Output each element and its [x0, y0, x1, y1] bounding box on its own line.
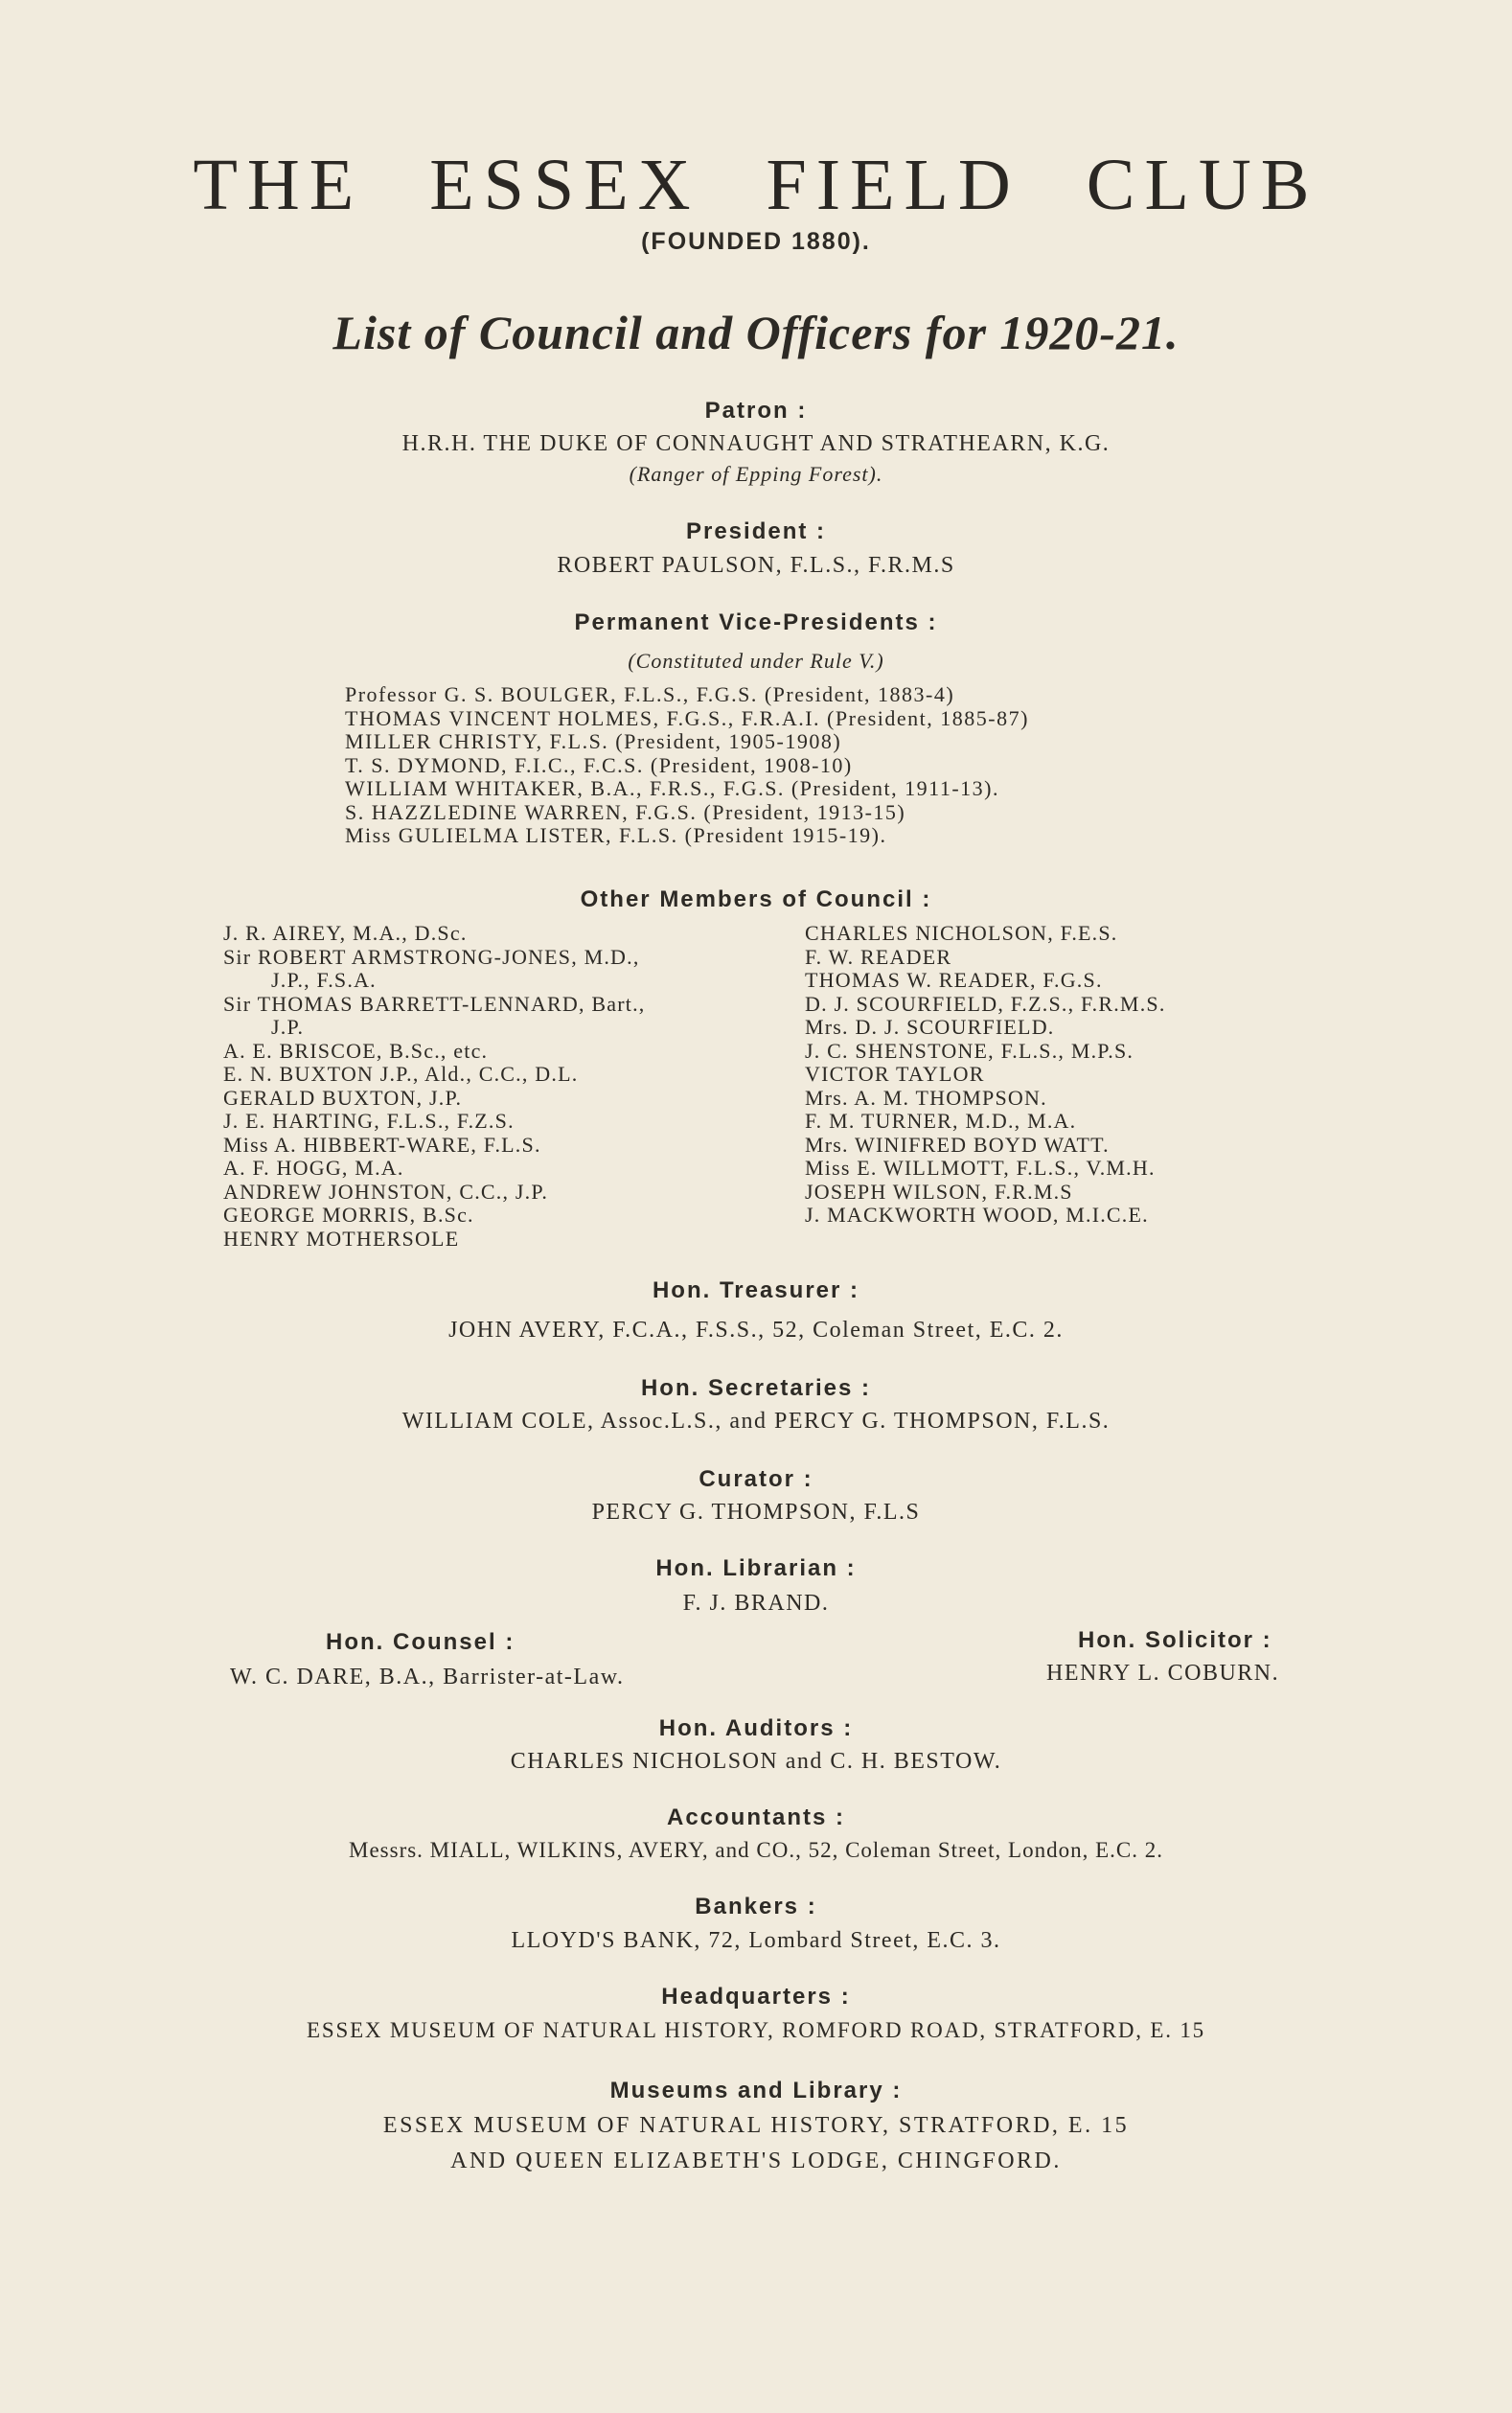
museums-heading: Museums and Library :	[609, 2078, 903, 2103]
librarian-name: F. J. BRAND.	[682, 1591, 830, 1616]
list-item: J. C. SHENSTONE, F.L.S., M.P.S.	[805, 1038, 1134, 1063]
museums-line-2: AND QUEEN ELIZABETH'S LODGE, CHINGFORD.	[450, 2149, 1062, 2173]
patron-heading: Patron :	[704, 398, 808, 424]
list-item: D. J. SCOURFIELD, F.Z.S., F.R.M.S.	[805, 991, 1166, 1016]
solicitor-name: HENRY L. COBURN.	[1046, 1661, 1280, 1686]
bankers-heading: Bankers :	[695, 1894, 817, 1919]
list-item: GEORGE MORRIS, B.Sc.	[223, 1203, 474, 1227]
president-name: ROBERT PAULSON, F.L.S., F.R.M.S	[557, 553, 955, 578]
founded-line: (FOUNDED 1880).	[641, 228, 871, 255]
auditors-heading: Hon. Auditors :	[658, 1715, 854, 1741]
council-heading: Other Members of Council :	[580, 886, 932, 912]
club-title: THE ESSEX FIELD CLUB	[193, 145, 1319, 225]
curator-name: PERCY G. THOMPSON, F.L.S	[591, 1500, 921, 1525]
list-item: CHARLES NICHOLSON, F.E.S.	[805, 921, 1118, 945]
document-subtitle: List of Council and Officers for 1920-21.	[332, 306, 1180, 359]
list-item: HENRY MOTHERSOLE	[223, 1226, 460, 1251]
patron-name: H.R.H. THE DUKE OF CONNAUGHT AND STRATHEARN, K.G.	[401, 431, 1111, 456]
list-item: VICTOR TAYLOR	[805, 1062, 985, 1086]
list-item: GERALD BUXTON, J.P.	[223, 1085, 463, 1110]
counsel-name	[230, 1665, 625, 1690]
council-left-column	[223, 922, 646, 1251]
list-item: Mrs. WINIFRED BOYD WATT.	[805, 1132, 1110, 1157]
solicitor-heading: Hon. Solicitor :	[1078, 1627, 1272, 1653]
counsel-name-text: W. C. DARE, B.A., Barrister-at-Law.	[230, 1665, 625, 1689]
list-item: J.P., F.S.A.	[271, 968, 377, 992]
list-item: A. F. HOGG, M.A.	[223, 1156, 404, 1180]
secretaries-name: WILLIAM COLE, Assoc.L.S., and PERCY G. THOMPSON, F.L.S.	[401, 1409, 1111, 1434]
secretaries-heading: Hon. Secretaries :	[640, 1375, 872, 1401]
list-item: Professor G. S. BOULGER, F.L.S., F.G.S. (President, 1883-4)	[345, 682, 955, 706]
council-right-column	[805, 922, 1166, 1228]
list-item: J. E. HARTING, F.L.S., F.Z.S.	[223, 1109, 515, 1133]
list-item: Miss E. WILLMOTT, F.L.S., V.M.H.	[805, 1156, 1156, 1180]
accountants-heading: Accountants :	[666, 1804, 845, 1830]
treasurer-name: JOHN AVERY, F.C.A., F.S.S., 52, Coleman Street, E.C. 2.	[448, 1318, 1064, 1343]
headquarters-heading: Headquarters :	[661, 1984, 851, 2010]
list-item: J. MACKWORTH WOOD, M.I.C.E.	[805, 1203, 1149, 1227]
list-item: THOMAS VINCENT HOLMES, F.G.S., F.R.A.I. (President, 1885-87)	[345, 705, 1029, 730]
list-item: JOSEPH WILSON, F.R.M.S	[805, 1179, 1073, 1204]
list-item: Sir THOMAS BARRETT-LENNARD, Bart.,	[223, 991, 646, 1016]
auditors-name: CHARLES NICHOLSON and C. H. BESTOW.	[510, 1749, 1002, 1774]
bankers-name: LLOYD'S BANK, 72, Lombard Street, E.C. 3.	[511, 1928, 1001, 1953]
patron-note: (Ranger of Epping Forest).	[629, 462, 883, 486]
counsel-heading: Hon. Counsel :	[326, 1629, 515, 1655]
list-item: F. M. TURNER, M.D., M.A.	[805, 1109, 1077, 1133]
list-item: E. N. BUXTON J.P., Ald., C.C., D.L.	[223, 1062, 579, 1086]
list-item: Miss GULIELMA LISTER, F.L.S. (President 1915-19).	[345, 823, 887, 847]
list-item: Sir ROBERT ARMSTRONG-JONES, M.D.,	[223, 944, 640, 969]
list-item: F. W. READER	[805, 944, 952, 969]
list-item: J. R. AIREY, M.A., D.Sc.	[223, 921, 468, 945]
accountants-name: Messrs. MIALL, WILKINS, AVERY, and CO., 52, Coleman Street, London, E.C. 2.	[349, 1838, 1163, 1862]
president-heading: President :	[685, 518, 827, 544]
list-item: T. S. DYMOND, F.I.C., F.C.S. (President, 1908-10)	[345, 752, 853, 777]
librarian-heading: Hon. Librarian :	[655, 1555, 857, 1581]
list-item: MILLER CHRISTY, F.L.S. (President, 1905-1908)	[345, 729, 842, 753]
list-item: THOMAS W. READER, F.G.S.	[805, 968, 1103, 992]
list-item: S. HAZZLEDINE WARREN, F.G.S. (President, 1913-15)	[345, 799, 906, 824]
curator-heading: Curator :	[699, 1466, 813, 1492]
list-item: Mrs. A. M. THOMPSON.	[805, 1085, 1047, 1110]
vice-presidents-heading: Permanent Vice-Presidents :	[574, 609, 938, 635]
vice-presidents-note: (Constituted under Rule V.)	[628, 649, 884, 673]
headquarters-name: ESSEX MUSEUM OF NATURAL HISTORY, ROMFORD ROAD, STRATFORD, E. 15	[307, 2018, 1205, 2042]
list-item: Mrs. D. J. SCOURFIELD.	[805, 1015, 1055, 1039]
museums-line-1: ESSEX MUSEUM OF NATURAL HISTORY, STRATFORD, E. 15	[382, 2113, 1130, 2138]
list-item: WILLIAM WHITAKER, B.A., F.R.S., F.G.S. (President, 1911-13).	[345, 776, 999, 800]
list-item: Miss A. HIBBERT-WARE, F.L.S.	[223, 1132, 541, 1157]
treasurer-heading: Hon. Treasurer :	[652, 1277, 860, 1303]
vice-presidents-list	[345, 683, 1029, 848]
list-item: J.P.	[271, 1015, 305, 1039]
list-item: ANDREW JOHNSTON, C.C., J.P.	[223, 1179, 549, 1204]
list-item: A. E. BRISCOE, B.Sc., etc.	[223, 1038, 489, 1063]
